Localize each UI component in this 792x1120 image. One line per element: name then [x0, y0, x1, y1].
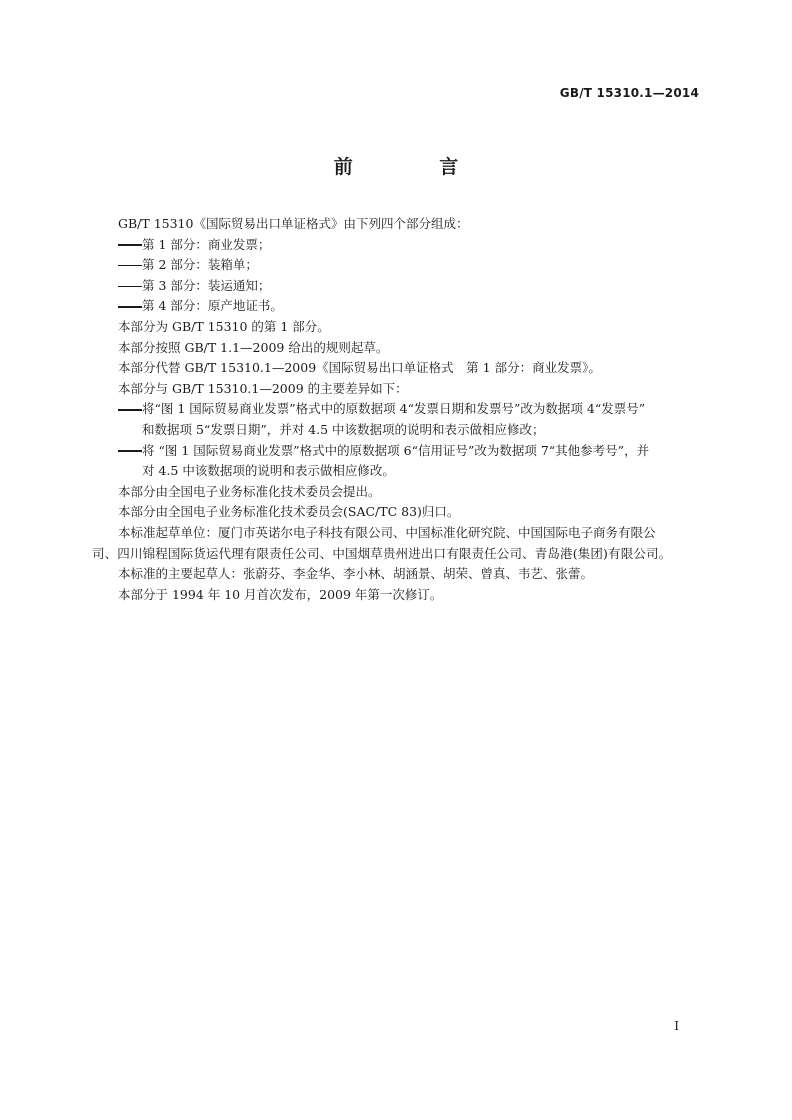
dash-mark: [118, 306, 142, 308]
history-paragraph: 本部分于 1994 年 10 月首次发布，2009 年第一次修订。: [118, 586, 443, 602]
drafting-units-paragraph: 本标准起草单位：厦门市英诺尔电子科技有限公司、中国标准化研究院、中国国际电子商务有限公: [118, 524, 656, 540]
dash-mark: [118, 265, 142, 267]
centralized-paragraph: 本部分由全国电子业务标准化技术委员会(SAC/TC 83)归口。: [118, 504, 460, 520]
drafted-paragraph: 本部分按照 GB/T 1.1—2009 给出的规则起草。: [118, 339, 389, 355]
list-item: 第 2 部分：装箱单；: [96, 255, 704, 276]
change-item-continuation: 对 4.5 中该数据项的说明和表示做相应修改。: [142, 463, 395, 479]
intro-paragraph: GB/T 15310《国际贸易出口单证格式》由下列四个部分组成：: [118, 216, 469, 231]
page-number: I: [674, 1019, 679, 1033]
change-item-continuation: 和数据项 5“发票日期”，并对 4.5 中该数据项的说明和表示做相应修改；: [142, 421, 545, 437]
changes-paragraph: 本部分与 GB/T 15310.1—2009 的主要差异如下：: [118, 380, 408, 396]
change-item: 将“图 1 国际贸易商业发票”格式中的原数据项 4“发票日期和发票号”改为数据项 4“发票号”: [96, 399, 704, 420]
drafting-units-continuation: 司、四川锦程国际货运代理有限责任公司、中国烟草贵州进出口有限责任公司、青岛港(集团)有限公司。: [92, 545, 672, 561]
list-item: 第 3 部分：装运通知；: [96, 276, 704, 297]
dash-mark: [118, 409, 142, 411]
part-of-paragraph: 本部分为 GB/T 15310 的第 1 部分。: [118, 318, 330, 334]
page-title: 前 言: [333, 156, 499, 178]
dash-mark: [118, 286, 142, 288]
replaces-paragraph: 本部分代替 GB/T 15310.1—2009《国际贸易出口单证格式 第 1 部分：商业发票》。: [118, 360, 601, 376]
drafters-paragraph: 本标准的主要起草人：张蔚芬、李金华、李小林、胡涵景、胡荣、曾真、韦艺、张蕾。: [118, 566, 594, 582]
foreword-body: [92, 214, 704, 605]
list-item: 第 1 部分：商业发票；: [96, 235, 704, 256]
proposed-paragraph: 本部分由全国电子业务标准化技术委员会提出。: [118, 483, 381, 499]
dash-mark: [118, 244, 142, 246]
dash-mark: [118, 450, 142, 452]
list-item: 第 4 部分：原产地证书。: [96, 296, 704, 317]
change-item: 将 “图 1 国际贸易商业发票”格式中的原数据项 6“信用证号”改为数据项 7“其他参考号”，并: [96, 441, 704, 462]
standard-code: GB/T 15310.1—2014: [559, 86, 699, 100]
